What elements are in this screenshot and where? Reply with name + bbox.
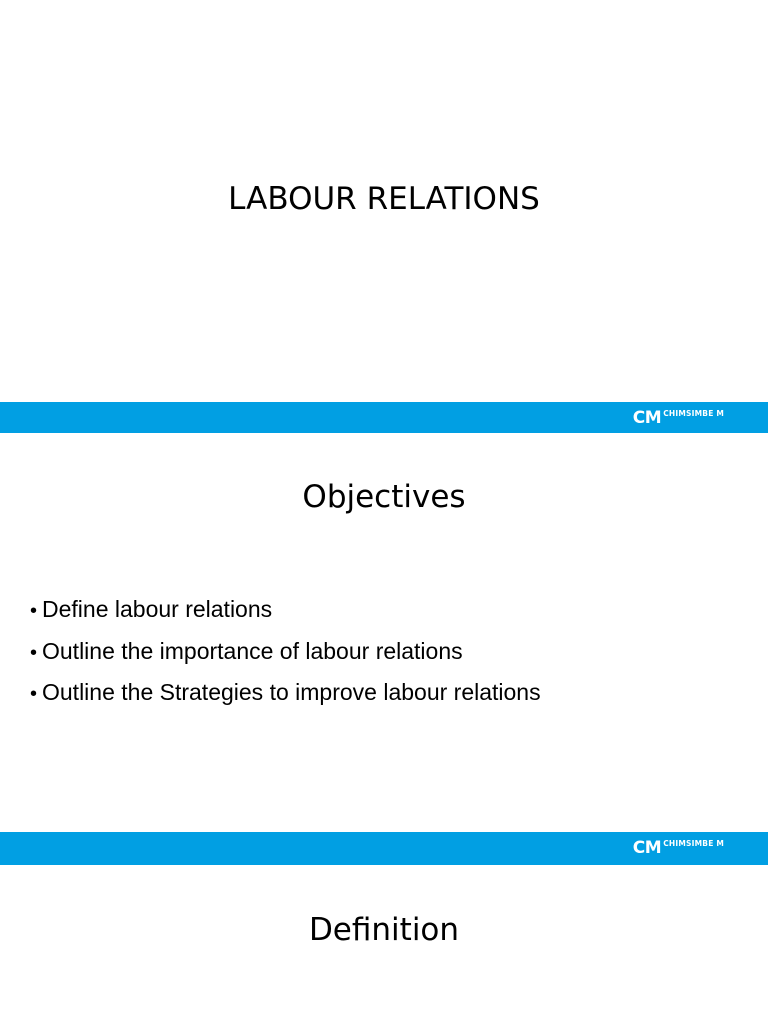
logo-mark: CM	[632, 838, 662, 858]
logo-name: CHIMSIMBE M	[663, 409, 724, 418]
bullet-text: Outline the importance of labour relations	[42, 637, 463, 664]
slide-footer-bar	[0, 832, 768, 865]
objectives-list	[30, 590, 541, 715]
logo-mark: CM	[632, 408, 662, 428]
list-item	[30, 632, 541, 674]
bullet-icon: •	[30, 600, 38, 622]
bullet-icon: •	[30, 641, 38, 664]
slide-title: Objectives	[302, 479, 466, 515]
list-item	[30, 590, 541, 632]
slide-1	[0, 0, 768, 433]
slide-title: Definition	[308, 912, 460, 948]
slide-footer-bar	[0, 402, 768, 433]
bullet-text: Outline the Strategies to improve labour relations	[42, 679, 541, 705]
brand-logo	[633, 407, 724, 429]
slide-title: LABOUR RELATIONS	[228, 181, 540, 217]
logo-name: CHIMSIMBE M	[663, 839, 724, 848]
bullet-icon: •	[30, 683, 38, 705]
slide-3	[0, 866, 768, 1024]
list-item	[30, 673, 541, 715]
bullet-text: Define labour relations	[42, 596, 273, 622]
brand-logo	[633, 837, 724, 859]
